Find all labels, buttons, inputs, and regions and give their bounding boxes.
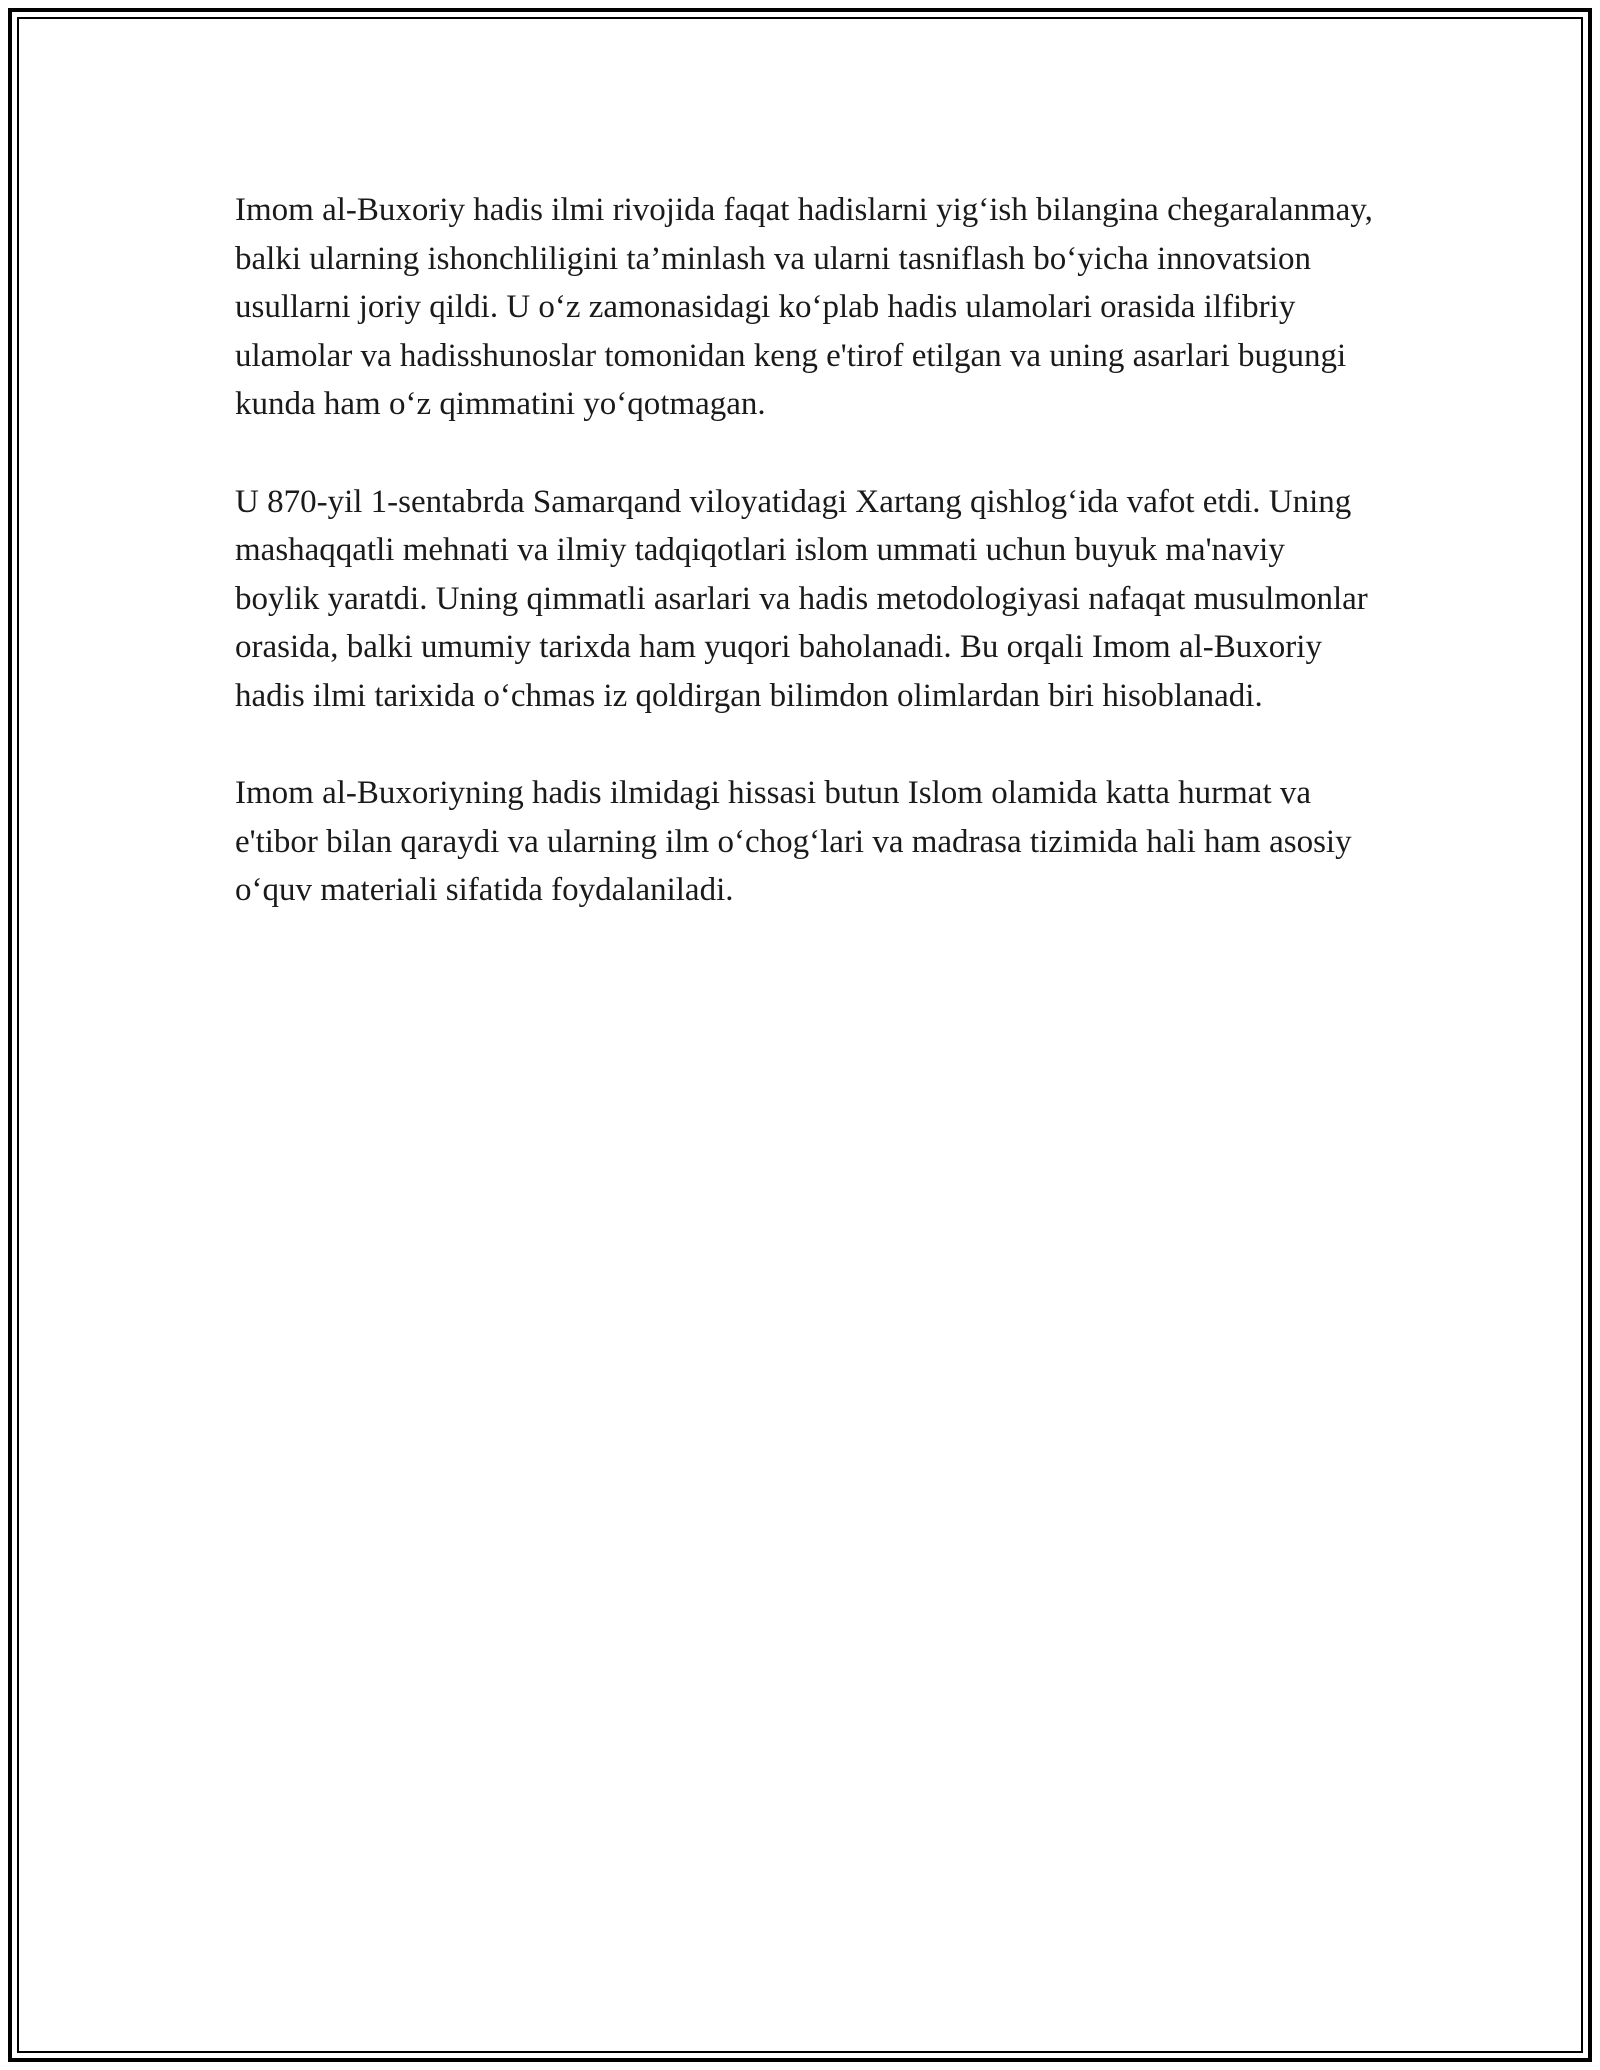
paragraph-2: U 870-yil 1-sentabrda Samarqand viloyatidagi Xartang qishlog‘ida vafot etdi. Uning mashaqqatli mehnati va ilmiy tadqiqotlari islom ummati uchun buyuk ma'naviy boylik yaratdi. Uning qimmatli asarlari va hadis metodologiyasi nafaqat musulmonlar orasida, balki umumiy tarixda ham yuqori baholanadi. Bu orqali Imom al-Buxoriy hadis ilmi tarixida o‘chmas iz qoldirgan bilimdon olimlardan biri hisoblanadi. <box>235 483 1368 714</box>
paragraph-3: Imom al-Buxoriyning hadis ilmidagi hissasi butun Islom olamida katta hurmat va e'tibor bilan qaraydi va ularning ilm o‘chog‘lari va madrasa tizimida hali ham asosiy o‘quv materiali sifatida foydalaniladi. <box>235 775 1352 908</box>
document-body <box>235 186 1375 964</box>
paragraph-1: Imom al-Buxoriy hadis ilmi rivojida faqat hadislarni yig‘ish bilangina chegaralanmay, balki ularning ishonchliligini ta’minlash va ularni tasniflash bo‘yicha innovatsion usullarni joriy qildi. U o‘z zamonasidagi ko‘plab hadis ulamolari orasida ilfibriy ulamolar va hadisshunoslar tomonidan keng e'tirof etilgan va uning asarlari bugungi kunda ham o‘z qimmatini yo‘qotmagan. <box>235 192 1373 422</box>
